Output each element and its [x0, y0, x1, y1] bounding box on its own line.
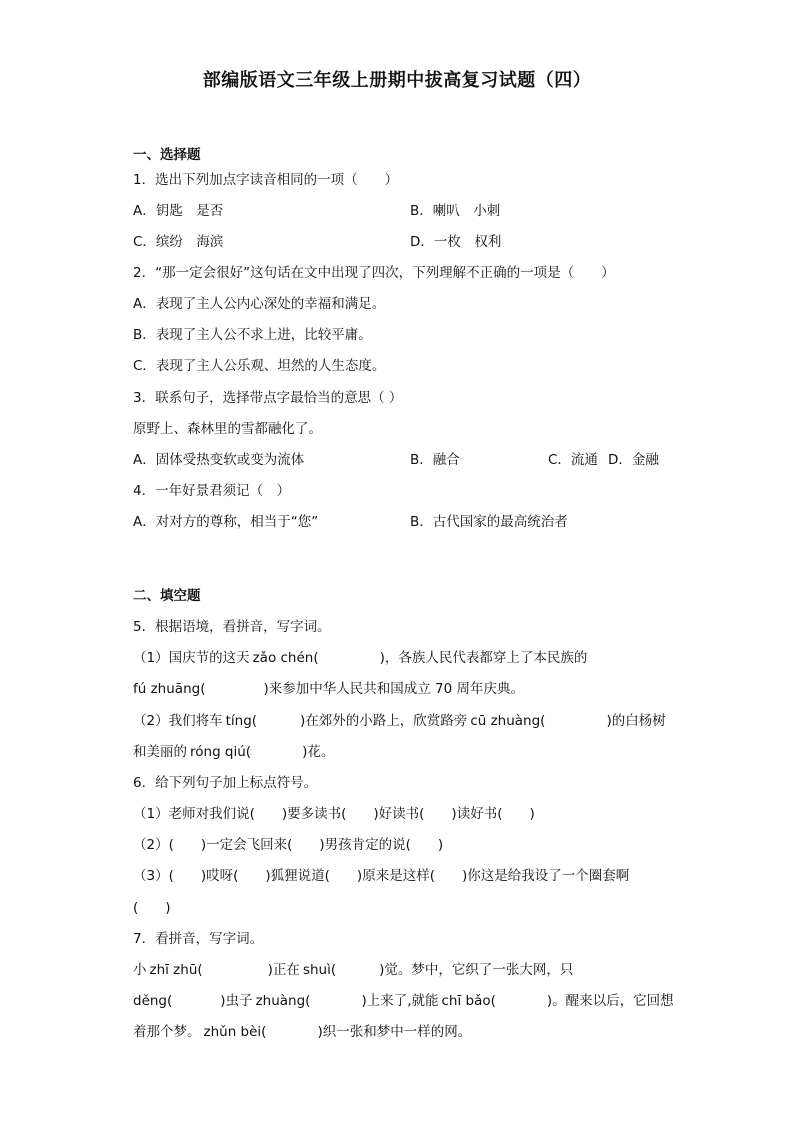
question-6-line-2: （2）( )一定会飞回来( )男孩肯定的说( ) [133, 837, 444, 853]
section-heading-choice: 一、选择题 [133, 147, 201, 163]
pinyin: cū zhuàng( [470, 713, 546, 729]
question-4-options [133, 512, 733, 532]
option-d: D．一枚 权利 [410, 234, 502, 250]
question-3-stem: 3．联系句子，选择带点字最恰当的意思（ ） [133, 390, 403, 406]
question-6-line-4: ( ) [133, 900, 171, 916]
option-c: C．缤纷 海滨 [133, 234, 224, 250]
text: )。醒来以后，它回想 [546, 993, 674, 1009]
text: 小 [133, 962, 147, 978]
text: （2）我们将车 [133, 713, 223, 729]
question-4-stem: 4．一年好景君须记（ ） [133, 483, 291, 499]
text: )来参加中华人民共和国成立 70 周年庆典。 [263, 681, 524, 697]
option-a: A．钥匙 是否 [133, 203, 224, 219]
question-3-sentence: 原野上、森林里的雪都融化了。 [133, 421, 322, 437]
question-3-options [133, 450, 733, 470]
text: （1）国庆节的这天 [133, 650, 250, 666]
question-1-stem: 1．选出下列加点字读音相同的一项（ ） [133, 172, 399, 188]
question-7-stem: 7．看拼音，写字词。 [133, 931, 264, 947]
option-d: D．金融 [608, 452, 659, 468]
pinyin: shuì( [302, 962, 337, 978]
text: 着那个梦。 [133, 1024, 201, 1040]
pinyin: chī bǎo( [441, 993, 496, 1009]
pinyin: zǎo chén( [252, 650, 319, 666]
pinyin: zhǔn bèi( [203, 1024, 267, 1040]
text: )在郊外的小路上，欣赏路旁 [300, 713, 468, 729]
option-a: A．固体受热变软或变为流体 [133, 452, 305, 468]
text: )虫子 [220, 993, 253, 1009]
question-6-line-3: （3）( )哎呀( )狐狸说道( )原来是这样( )你这是给我设了一个圈套啊 [133, 868, 630, 884]
pinyin: zhī zhū( [149, 962, 203, 978]
pinyin: fú zhuāng( [133, 681, 206, 697]
text: )正在 [267, 962, 300, 978]
question-5-line-1 [133, 648, 587, 668]
text: )，各族人民代表都穿上了本民族的 [379, 650, 588, 666]
question-7-line-1 [133, 960, 573, 980]
pinyin: tíng( [225, 713, 258, 729]
option-a: A．对对方的尊称，相当于“您” [133, 514, 319, 530]
text: )花。 [302, 744, 335, 760]
question-1-options-row-1 [133, 201, 733, 221]
pinyin: děng( [133, 993, 173, 1009]
question-6-line-1: （1）老师对我们说( )要多读书( )好读书( )读好书( ) [133, 806, 535, 822]
text: )织一张和梦中一样的网。 [317, 1024, 472, 1040]
text: 和美丽的 [133, 744, 187, 760]
option-b: B．喇叭 小刺 [410, 203, 501, 219]
question-5-stem: 5．根据语境，看拼音，写字词。 [133, 619, 331, 635]
question-2-stem: 2．“那一定会很好”这句话在文中出现了四次，下列理解不正确的一项是（ ） [133, 265, 615, 281]
question-5-line-2 [133, 679, 524, 699]
question-2-option-a: A．表现了主人公内心深处的幸福和满足。 [133, 296, 386, 312]
question-2-option-b: B．表现了主人公不求上进，比较平庸。 [133, 327, 372, 343]
question-7-line-2 [133, 991, 674, 1011]
question-7-line-3 [133, 1022, 471, 1042]
page-title: 部编版语文三年级上册期中拔高复习试题（四） [202, 70, 592, 91]
question-5-line-3 [133, 711, 666, 731]
option-c: C．流通 [548, 452, 598, 468]
question-5-line-4 [133, 742, 334, 762]
pinyin: róng qiú( [190, 744, 252, 760]
question-1-options-row-2 [133, 232, 733, 252]
question-2-option-c: C．表现了主人公乐观、坦然的人生态度。 [133, 358, 386, 374]
option-b: B．融合 [410, 452, 460, 468]
section-heading-fill: 二、填空题 [133, 588, 201, 604]
text: )的白杨树 [606, 713, 666, 729]
option-b: B．古代国家的最高统治者 [410, 514, 568, 530]
question-6-stem: 6．给下列句子加上标点符号。 [133, 775, 318, 791]
pinyin: zhuàng( [255, 993, 311, 1009]
text: )上来了,就能 [361, 993, 439, 1009]
text: )觉。梦中，它织了一张大网，只 [379, 962, 574, 978]
